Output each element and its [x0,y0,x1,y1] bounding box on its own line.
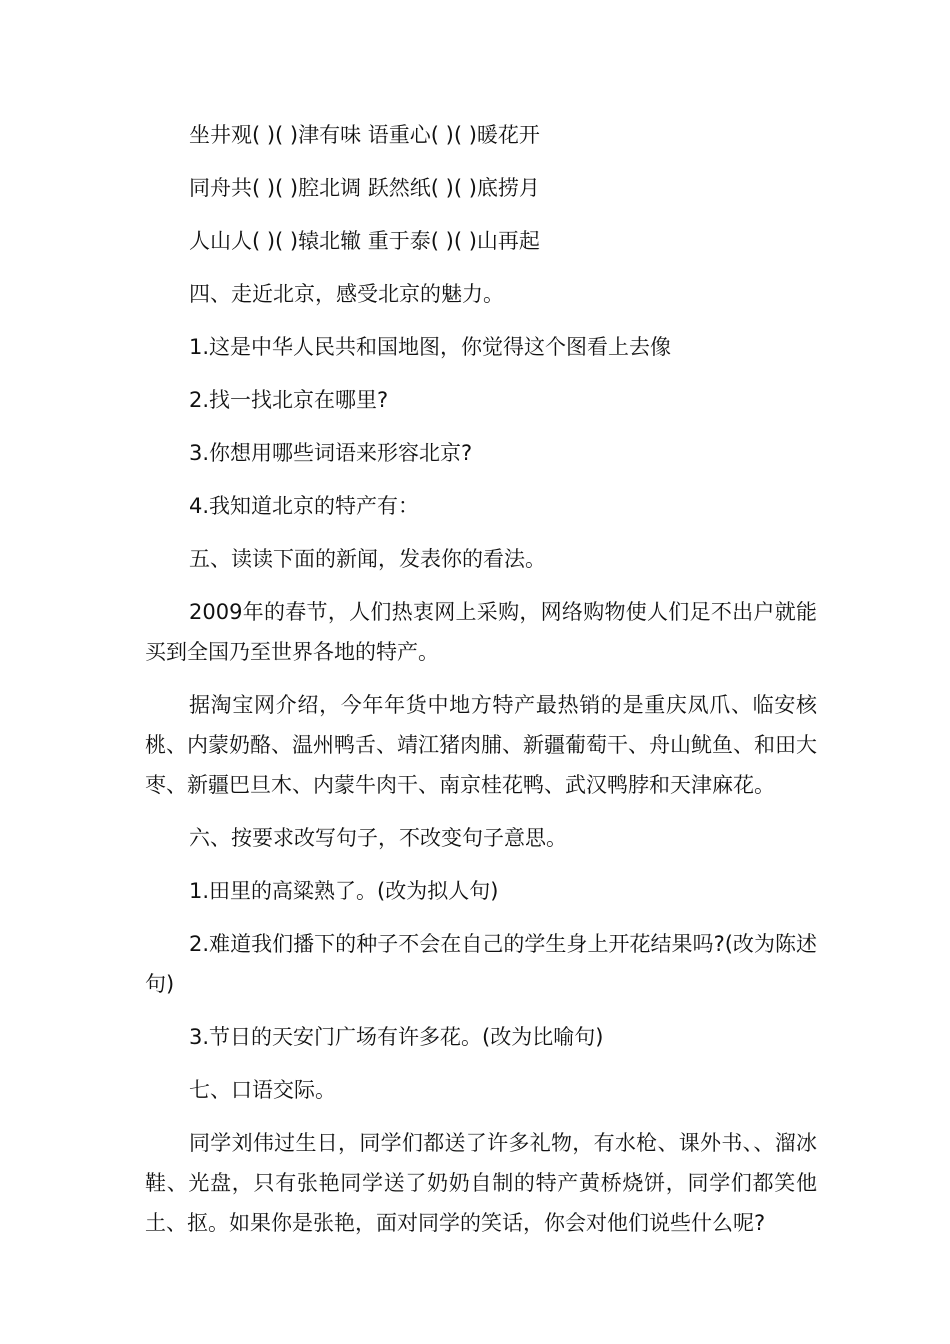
idiom-line-3: 人山人( )( )辕北辙 重于泰( )( )山再起 [189,229,540,253]
question-6-2: 2.难道我们播下的种子不会在自己的学生身上开花结果吗?(改为陈述句) [145,932,817,996]
question-4-3: 3.你想用哪些词语来形容北京? [189,441,473,465]
question-4-2: 2.找一找北京在哪里? [189,388,389,412]
news-paragraph-2: 据淘宝网介绍，今年年货中地方特产最热销的是重庆凤爪、临安核桃、内蒙奶酪、温州鸭舌、靖江猪肉脯、新疆葡萄干、舟山鱿鱼、和田大枣、新疆巴旦木、内蒙牛肉干、南京桂花鸭、武汉鸭脖和天津麻花。 [145,693,817,797]
idiom-line-2: 同舟共( )( )腔北调 跃然纸( )( )底捞月 [189,176,540,200]
question-4-1: 1.这是中华人民共和国地图，你觉得这个图看上去像 [189,335,672,359]
section-heading-5: 五、读读下面的新闻，发表你的看法。 [189,547,546,571]
section-heading-6: 六、按要求改写句子，不改变句子意思。 [189,826,567,850]
oral-communication-paragraph: 同学刘伟过生日，同学们都送了许多礼物，有水枪、课外书、、溜冰鞋、光盘，只有张艳同学送了奶奶自制的特产黄桥烧饼，同学们都笑他土、抠。如果你是张艳，面对同学的笑话，你会对他们说些什么呢? [145,1131,817,1235]
idiom-line-1: 坐井观( )( )津有味 语重心( )( )暖花开 [189,123,540,147]
question-6-3: 3.节日的天安门广场有许多花。(改为比喻句) [189,1025,604,1049]
section-heading-4: 四、走近北京，感受北京的魅力。 [189,282,504,306]
question-4-4: 4.我知道北京的特产有： [189,494,420,518]
news-paragraph-1: 2009年的春节，人们热衷网上采购，网络购物使人们足不出户就能买到全国乃至世界各地的特产。 [145,600,817,664]
section-heading-7: 七、口语交际。 [189,1078,336,1102]
question-6-1: 1.田里的高粱熟了。(改为拟人句) [189,879,499,903]
document-body [145,115,817,1256]
